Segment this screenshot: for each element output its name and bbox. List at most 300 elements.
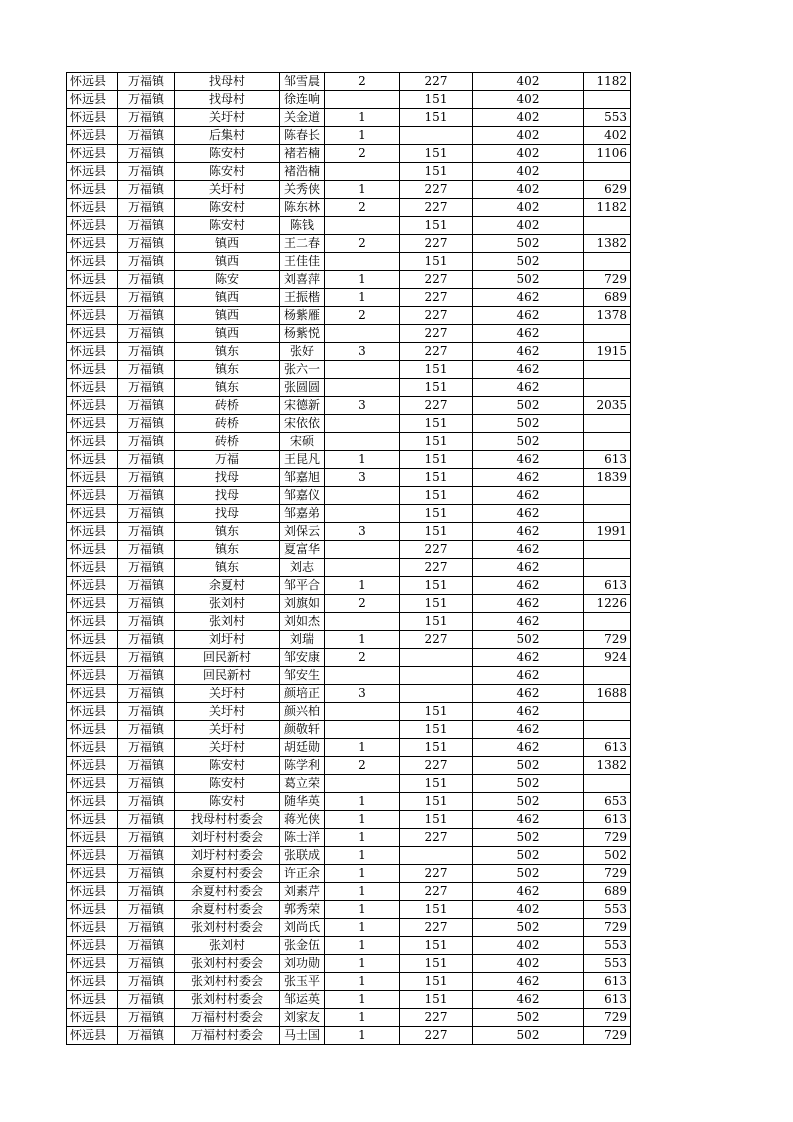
name-cell: 褚若楠	[280, 145, 325, 163]
village-cell: 找母	[175, 487, 280, 505]
amount-b-cell: 502	[473, 919, 584, 937]
village-cell: 关圩村	[175, 739, 280, 757]
village-cell: 万福	[175, 451, 280, 469]
village-cell: 镇西	[175, 325, 280, 343]
count-cell	[325, 91, 400, 109]
county-cell: 怀远县	[67, 973, 118, 991]
county-cell: 怀远县	[67, 379, 118, 397]
county-cell: 怀远县	[67, 901, 118, 919]
count-cell: 1	[325, 1009, 400, 1027]
amount-a-cell: 151	[400, 595, 473, 613]
name-cell: 夏富华	[280, 541, 325, 559]
table-row	[67, 739, 631, 757]
total-cell: 1182	[584, 73, 631, 91]
total-cell	[584, 721, 631, 739]
count-cell: 1	[325, 847, 400, 865]
town-cell: 万福镇	[118, 829, 175, 847]
amount-b-cell: 502	[473, 865, 584, 883]
village-cell: 镇东	[175, 559, 280, 577]
amount-a-cell: 151	[400, 253, 473, 271]
name-cell: 王佳佳	[280, 253, 325, 271]
name-cell: 王振楷	[280, 289, 325, 307]
village-cell: 砖桥	[175, 415, 280, 433]
town-cell: 万福镇	[118, 937, 175, 955]
village-cell: 找母村	[175, 73, 280, 91]
name-cell: 刘志	[280, 559, 325, 577]
town-cell: 万福镇	[118, 649, 175, 667]
amount-b-cell: 462	[473, 703, 584, 721]
town-cell: 万福镇	[118, 289, 175, 307]
name-cell: 邹嘉弟	[280, 505, 325, 523]
table-row	[67, 397, 631, 415]
amount-b-cell: 462	[473, 721, 584, 739]
name-cell: 刘家友	[280, 1009, 325, 1027]
table-row	[67, 721, 631, 739]
count-cell	[325, 721, 400, 739]
amount-a-cell: 151	[400, 613, 473, 631]
amount-a-cell: 151	[400, 721, 473, 739]
amount-a-cell: 227	[400, 1027, 473, 1045]
total-cell: 629	[584, 181, 631, 199]
amount-b-cell: 502	[473, 775, 584, 793]
name-cell: 刘功勋	[280, 955, 325, 973]
town-cell: 万福镇	[118, 307, 175, 325]
amount-b-cell: 462	[473, 577, 584, 595]
amount-a-cell: 151	[400, 523, 473, 541]
table-row	[67, 847, 631, 865]
table-row	[67, 523, 631, 541]
count-cell: 2	[325, 235, 400, 253]
village-cell: 万福村村委会	[175, 1027, 280, 1045]
amount-b-cell: 502	[473, 1009, 584, 1027]
count-cell: 1	[325, 793, 400, 811]
village-cell: 张刘村	[175, 937, 280, 955]
name-cell: 宋依依	[280, 415, 325, 433]
town-cell: 万福镇	[118, 163, 175, 181]
village-cell: 余夏村村委会	[175, 883, 280, 901]
amount-b-cell: 462	[473, 811, 584, 829]
name-cell: 陈士洋	[280, 829, 325, 847]
name-cell: 邹平合	[280, 577, 325, 595]
table-row	[67, 307, 631, 325]
amount-b-cell: 462	[473, 289, 584, 307]
name-cell: 张玉平	[280, 973, 325, 991]
village-cell: 镇东	[175, 541, 280, 559]
table-row	[67, 145, 631, 163]
town-cell: 万福镇	[118, 955, 175, 973]
amount-a-cell: 151	[400, 415, 473, 433]
village-cell: 张刘村村委会	[175, 973, 280, 991]
county-cell: 怀远县	[67, 199, 118, 217]
town-cell: 万福镇	[118, 847, 175, 865]
county-cell: 怀远县	[67, 595, 118, 613]
table-row	[67, 1009, 631, 1027]
village-cell: 找母	[175, 505, 280, 523]
town-cell: 万福镇	[118, 595, 175, 613]
count-cell	[325, 541, 400, 559]
count-cell	[325, 667, 400, 685]
amount-a-cell: 227	[400, 199, 473, 217]
village-cell: 张刘村	[175, 595, 280, 613]
amount-b-cell: 462	[473, 487, 584, 505]
amount-a-cell: 227	[400, 829, 473, 847]
amount-b-cell: 462	[473, 649, 584, 667]
name-cell: 郭秀荣	[280, 901, 325, 919]
table-row	[67, 289, 631, 307]
total-cell: 2035	[584, 397, 631, 415]
amount-b-cell: 502	[473, 1027, 584, 1045]
amount-b-cell: 402	[473, 199, 584, 217]
total-cell: 729	[584, 919, 631, 937]
town-cell: 万福镇	[118, 811, 175, 829]
count-cell: 1	[325, 739, 400, 757]
town-cell: 万福镇	[118, 253, 175, 271]
table-row	[67, 757, 631, 775]
name-cell: 张金伍	[280, 937, 325, 955]
name-cell: 颜培正	[280, 685, 325, 703]
village-cell: 砖桥	[175, 397, 280, 415]
county-cell: 怀远县	[67, 361, 118, 379]
table-row	[67, 937, 631, 955]
name-cell: 褚浩楠	[280, 163, 325, 181]
amount-a-cell: 151	[400, 469, 473, 487]
amount-b-cell: 402	[473, 937, 584, 955]
village-cell: 余夏村	[175, 577, 280, 595]
town-cell: 万福镇	[118, 1027, 175, 1045]
count-cell: 3	[325, 523, 400, 541]
town-cell: 万福镇	[118, 397, 175, 415]
total-cell: 613	[584, 811, 631, 829]
village-cell: 后集村	[175, 127, 280, 145]
county-cell: 怀远县	[67, 73, 118, 91]
county-cell: 怀远县	[67, 991, 118, 1009]
amount-a-cell: 151	[400, 739, 473, 757]
town-cell: 万福镇	[118, 703, 175, 721]
name-cell: 颜敬轩	[280, 721, 325, 739]
town-cell: 万福镇	[118, 487, 175, 505]
amount-a-cell: 227	[400, 73, 473, 91]
count-cell: 1	[325, 955, 400, 973]
amount-a-cell: 227	[400, 181, 473, 199]
total-cell: 553	[584, 901, 631, 919]
town-cell: 万福镇	[118, 541, 175, 559]
table-row	[67, 613, 631, 631]
county-cell: 怀远县	[67, 721, 118, 739]
name-cell: 颜兴柏	[280, 703, 325, 721]
town-cell: 万福镇	[118, 415, 175, 433]
table-row	[67, 793, 631, 811]
amount-b-cell: 502	[473, 397, 584, 415]
table-row	[67, 505, 631, 523]
name-cell: 刘素芹	[280, 883, 325, 901]
name-cell: 陈学利	[280, 757, 325, 775]
village-cell: 刘圩村	[175, 631, 280, 649]
table-row	[67, 163, 631, 181]
total-cell: 613	[584, 739, 631, 757]
village-cell: 镇西	[175, 289, 280, 307]
amount-a-cell: 151	[400, 937, 473, 955]
amount-a-cell: 151	[400, 145, 473, 163]
amount-a-cell: 227	[400, 397, 473, 415]
amount-b-cell: 502	[473, 829, 584, 847]
county-cell: 怀远县	[67, 613, 118, 631]
name-cell: 王二春	[280, 235, 325, 253]
amount-a-cell: 151	[400, 217, 473, 235]
county-cell: 怀远县	[67, 631, 118, 649]
county-cell: 怀远县	[67, 883, 118, 901]
amount-b-cell: 402	[473, 73, 584, 91]
amount-b-cell: 402	[473, 127, 584, 145]
amount-a-cell: 227	[400, 757, 473, 775]
table-row	[67, 811, 631, 829]
table-row	[67, 829, 631, 847]
table-row	[67, 595, 631, 613]
town-cell: 万福镇	[118, 757, 175, 775]
amount-a-cell	[400, 685, 473, 703]
name-cell: 刘旗如	[280, 595, 325, 613]
amount-a-cell: 151	[400, 91, 473, 109]
amount-a-cell: 227	[400, 541, 473, 559]
county-cell: 怀远县	[67, 739, 118, 757]
amount-a-cell: 151	[400, 379, 473, 397]
total-cell: 689	[584, 883, 631, 901]
total-cell: 729	[584, 631, 631, 649]
table-row	[67, 577, 631, 595]
amount-a-cell: 151	[400, 433, 473, 451]
count-cell: 2	[325, 145, 400, 163]
town-cell: 万福镇	[118, 721, 175, 739]
total-cell	[584, 487, 631, 505]
count-cell	[325, 433, 400, 451]
count-cell: 1	[325, 109, 400, 127]
total-cell: 1182	[584, 199, 631, 217]
county-cell: 怀远县	[67, 541, 118, 559]
town-cell: 万福镇	[118, 145, 175, 163]
total-cell: 613	[584, 577, 631, 595]
count-cell: 1	[325, 919, 400, 937]
total-cell: 729	[584, 271, 631, 289]
amount-b-cell: 462	[473, 505, 584, 523]
total-cell	[584, 217, 631, 235]
amount-b-cell: 402	[473, 901, 584, 919]
total-cell	[584, 163, 631, 181]
amount-b-cell: 402	[473, 217, 584, 235]
village-cell: 张刘村村委会	[175, 919, 280, 937]
village-cell: 镇西	[175, 253, 280, 271]
amount-b-cell: 462	[473, 883, 584, 901]
name-cell: 许正余	[280, 865, 325, 883]
table-row	[67, 865, 631, 883]
name-cell: 邹安生	[280, 667, 325, 685]
county-cell: 怀远县	[67, 523, 118, 541]
total-cell: 729	[584, 829, 631, 847]
town-cell: 万福镇	[118, 883, 175, 901]
town-cell: 万福镇	[118, 901, 175, 919]
name-cell: 徐连响	[280, 91, 325, 109]
count-cell: 1	[325, 289, 400, 307]
village-cell: 找母村	[175, 91, 280, 109]
village-cell: 张刘村村委会	[175, 991, 280, 1009]
table-row	[67, 1027, 631, 1045]
town-cell: 万福镇	[118, 685, 175, 703]
name-cell: 关秀侠	[280, 181, 325, 199]
total-cell	[584, 253, 631, 271]
town-cell: 万福镇	[118, 973, 175, 991]
amount-a-cell: 227	[400, 343, 473, 361]
total-cell: 553	[584, 109, 631, 127]
name-cell: 邹雪晨	[280, 73, 325, 91]
count-cell: 3	[325, 469, 400, 487]
name-cell: 张好	[280, 343, 325, 361]
amount-a-cell: 151	[400, 775, 473, 793]
county-cell: 怀远县	[67, 811, 118, 829]
county-cell: 怀远县	[67, 325, 118, 343]
count-cell	[325, 613, 400, 631]
amount-a-cell: 227	[400, 559, 473, 577]
name-cell: 杨紫悦	[280, 325, 325, 343]
county-cell: 怀远县	[67, 91, 118, 109]
amount-b-cell: 462	[473, 595, 584, 613]
amount-a-cell: 227	[400, 235, 473, 253]
name-cell: 刘保云	[280, 523, 325, 541]
amount-a-cell: 151	[400, 487, 473, 505]
amount-b-cell: 462	[473, 379, 584, 397]
total-cell: 689	[584, 289, 631, 307]
count-cell: 1	[325, 577, 400, 595]
town-cell: 万福镇	[118, 271, 175, 289]
village-cell: 镇东	[175, 379, 280, 397]
amount-a-cell: 227	[400, 307, 473, 325]
amount-b-cell: 462	[473, 343, 584, 361]
county-cell: 怀远县	[67, 253, 118, 271]
table-row	[67, 271, 631, 289]
county-cell: 怀远县	[67, 757, 118, 775]
amount-b-cell: 502	[473, 793, 584, 811]
town-cell: 万福镇	[118, 865, 175, 883]
total-cell: 502	[584, 847, 631, 865]
amount-a-cell: 151	[400, 703, 473, 721]
county-cell: 怀远县	[67, 649, 118, 667]
total-cell	[584, 505, 631, 523]
name-cell: 关金道	[280, 109, 325, 127]
total-cell: 1991	[584, 523, 631, 541]
village-cell: 找母村村委会	[175, 811, 280, 829]
total-cell: 553	[584, 937, 631, 955]
name-cell: 邹运英	[280, 991, 325, 1009]
amount-b-cell: 462	[473, 325, 584, 343]
town-cell: 万福镇	[118, 739, 175, 757]
amount-a-cell: 151	[400, 811, 473, 829]
amount-a-cell	[400, 649, 473, 667]
town-cell: 万福镇	[118, 199, 175, 217]
name-cell: 张圆圆	[280, 379, 325, 397]
table-row	[67, 217, 631, 235]
name-cell: 陈钱	[280, 217, 325, 235]
total-cell: 613	[584, 973, 631, 991]
amount-b-cell: 462	[473, 541, 584, 559]
amount-b-cell: 462	[473, 991, 584, 1009]
amount-b-cell: 462	[473, 523, 584, 541]
village-cell: 万福村村委会	[175, 1009, 280, 1027]
amount-a-cell: 227	[400, 271, 473, 289]
count-cell: 1	[325, 883, 400, 901]
amount-b-cell: 462	[473, 451, 584, 469]
village-cell: 关圩村	[175, 109, 280, 127]
village-cell: 陈安	[175, 271, 280, 289]
table-row	[67, 649, 631, 667]
table-row	[67, 253, 631, 271]
amount-b-cell: 402	[473, 955, 584, 973]
amount-b-cell: 502	[473, 271, 584, 289]
table-row	[67, 919, 631, 937]
total-cell: 729	[584, 1009, 631, 1027]
count-cell: 1	[325, 181, 400, 199]
amount-b-cell: 502	[473, 253, 584, 271]
total-cell	[584, 667, 631, 685]
table-row	[67, 703, 631, 721]
total-cell: 1688	[584, 685, 631, 703]
count-cell: 2	[325, 757, 400, 775]
amount-b-cell: 502	[473, 757, 584, 775]
county-cell: 怀远县	[67, 289, 118, 307]
name-cell: 邹安康	[280, 649, 325, 667]
county-cell: 怀远县	[67, 487, 118, 505]
village-cell: 找母	[175, 469, 280, 487]
county-cell: 怀远县	[67, 775, 118, 793]
count-cell	[325, 163, 400, 181]
table-row	[67, 91, 631, 109]
count-cell: 1	[325, 451, 400, 469]
total-cell	[584, 415, 631, 433]
count-cell: 1	[325, 865, 400, 883]
table-row	[67, 73, 631, 91]
table-row	[67, 487, 631, 505]
name-cell: 陈春长	[280, 127, 325, 145]
table-row	[67, 361, 631, 379]
table-row	[67, 469, 631, 487]
county-cell: 怀远县	[67, 433, 118, 451]
town-cell: 万福镇	[118, 559, 175, 577]
village-cell: 陈安村	[175, 757, 280, 775]
county-cell: 怀远县	[67, 847, 118, 865]
name-cell: 刘瑞	[280, 631, 325, 649]
amount-a-cell: 227	[400, 1009, 473, 1027]
table-row	[67, 685, 631, 703]
count-cell	[325, 361, 400, 379]
town-cell: 万福镇	[118, 217, 175, 235]
count-cell	[325, 505, 400, 523]
table-row	[67, 379, 631, 397]
total-cell: 1378	[584, 307, 631, 325]
name-cell: 杨紫雁	[280, 307, 325, 325]
village-cell: 张刘村	[175, 613, 280, 631]
table-row	[67, 109, 631, 127]
total-cell: 924	[584, 649, 631, 667]
amount-b-cell: 502	[473, 235, 584, 253]
total-cell: 1382	[584, 235, 631, 253]
amount-a-cell: 151	[400, 505, 473, 523]
total-cell	[584, 703, 631, 721]
county-cell: 怀远县	[67, 235, 118, 253]
total-cell: 1839	[584, 469, 631, 487]
county-cell: 怀远县	[67, 559, 118, 577]
total-cell: 402	[584, 127, 631, 145]
count-cell: 1	[325, 271, 400, 289]
town-cell: 万福镇	[118, 793, 175, 811]
town-cell: 万福镇	[118, 379, 175, 397]
county-cell: 怀远县	[67, 217, 118, 235]
county-cell: 怀远县	[67, 397, 118, 415]
